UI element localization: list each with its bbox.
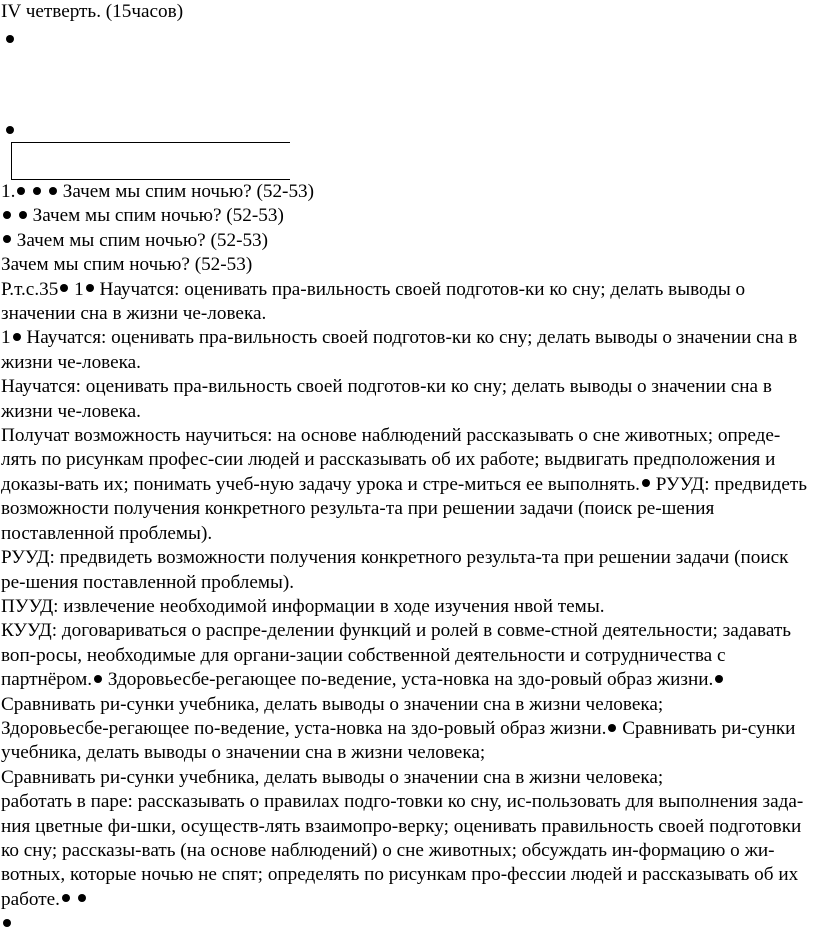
compare-paragraph: Сравнивать ри-сунки учебника, делать выводы о значении сна в жизни человека; [1,766,664,788]
bullet-dot [19,211,27,219]
bullet-dot [86,284,94,292]
bullet-dot [3,919,11,927]
lesson-topic: Зачем мы спим ночью? (52-53) [32,205,284,227]
pair-work-paragraph [1,790,813,912]
learning-outcome [1,278,813,327]
bullet-dot [642,479,650,487]
bullet-dot [13,333,21,341]
health-text: Здоровьесбе-регающее по-ведение, уста-новка на здо-ровый образ жизни. [107,669,714,691]
bullet-dot [94,675,102,683]
lesson-topic-line [1,204,813,228]
kuud-paragraph [1,619,813,717]
learning-outcome-text: Научатся: оценивать пра-вильность своей подготов-ки ко сну; делать выводы о значении сна в жизни че-ловека. [1,278,746,325]
bullet-dot [78,894,86,902]
compare-text: Сравнивать ри-сунки учебника, делать выводы о значении сна в жизни человека; [1,717,796,764]
bullet-dot [715,675,723,683]
health-paragraph [1,717,813,766]
bullet-dot [33,187,41,195]
bullet-dot [49,187,57,195]
lesson-topic: Зачем мы спим ночью? (52-53) [1,254,253,276]
bullet-dot [17,187,25,195]
lesson-topic-line [1,253,813,277]
table-border-top [11,142,290,143]
pair-work-text: работать в паре: рассказывать о правилах подго-товки ко сну, ис-пользовать для выполнения зада-ния цветные фи-шки, осуществ-лять взаимопро-верку; оценивать правильность своей подготовки ко сну; рассказы-вать (на основе наблюдений) о сне животных; обсуждать ин-формацию о жи-вотных, которые ночью не спят; определять по рисункам про-фессии людей и рассказывать об их работе. [1,791,804,910]
quarter-heading: IV четверть. (15часов) [1,1,184,22]
learning-outcome-text: Научатся: оценивать пра-вильность своей подготов-ки ко сну; делать выводы о значении сна в жизни че-ловека. [1,327,798,373]
opportunity-text: Получат возможность научиться: на основе наблюдений рассказывать о сне животных; опреде-лять по рисункам профес-сии людей и рассказывать об их работе; выдвигать предположения и доказы-вать их; понимать учеб-ную задачу урока и стре-миться ее выполнять. [1,425,781,495]
learning-outcome [1,326,813,375]
bullet-dot [608,724,616,732]
puud-paragraph: ПУУД: извлечение необходимой информации в ходе изучения нвой темы. [1,595,605,617]
bullet-dot [3,211,11,219]
bullet-dot [3,235,11,243]
ruud-text: РУУД: предвидеть возможности получения конкретного результа-та при решении задачи (поиск ре-шения поставленной проблемы). [1,473,808,544]
health-text: Здоровьесбе-регающее по-ведение, уста-новка на здо-ровый образ жизни. [1,717,607,739]
kuud-text: КУУД: договариваться о распре-делении функций и ролей в совме-стной деятельности; задавать воп-росы, необходимые для органи-зации собственной деятельности и сотрудничества с партнёром. [1,620,792,691]
lesson-topic-line [1,180,813,204]
lesson-number: 1. [1,181,16,202]
lesson-topic: Зачем мы спим ночью? (52-53) [62,181,315,202]
item-number: 1 [74,278,84,300]
lesson-topic: Зачем мы спим ночью? (52-53) [16,229,269,251]
lesson-topic-line [1,229,813,253]
learning-outcome: Научатся: оценивать пра-вильность своей подготов-ки ко сну; делать выводы о значении сна в жизни че-ловека. [1,376,772,422]
opportunity-paragraph [1,424,813,546]
item-number: 1 [1,327,11,349]
table-border-left [11,142,12,180]
bullet-dot [62,894,70,902]
compare-text: Сравнивать ри-сунки учебника, делать выводы о значении сна в жизни человека; [1,693,664,715]
lesson-block [1,180,813,937]
bullet-dot [60,284,68,292]
trailing-bullet-line [1,912,813,936]
bullet-dot [6,126,14,134]
ruud-paragraph: РУУД: предвидеть возможности получения конкретного результа-та при решении задачи (поиск ре-шения поставленной проблемы). [1,547,789,593]
workbook-ref: Р.т.с.35 [1,278,59,300]
bullet-dot [6,35,14,43]
